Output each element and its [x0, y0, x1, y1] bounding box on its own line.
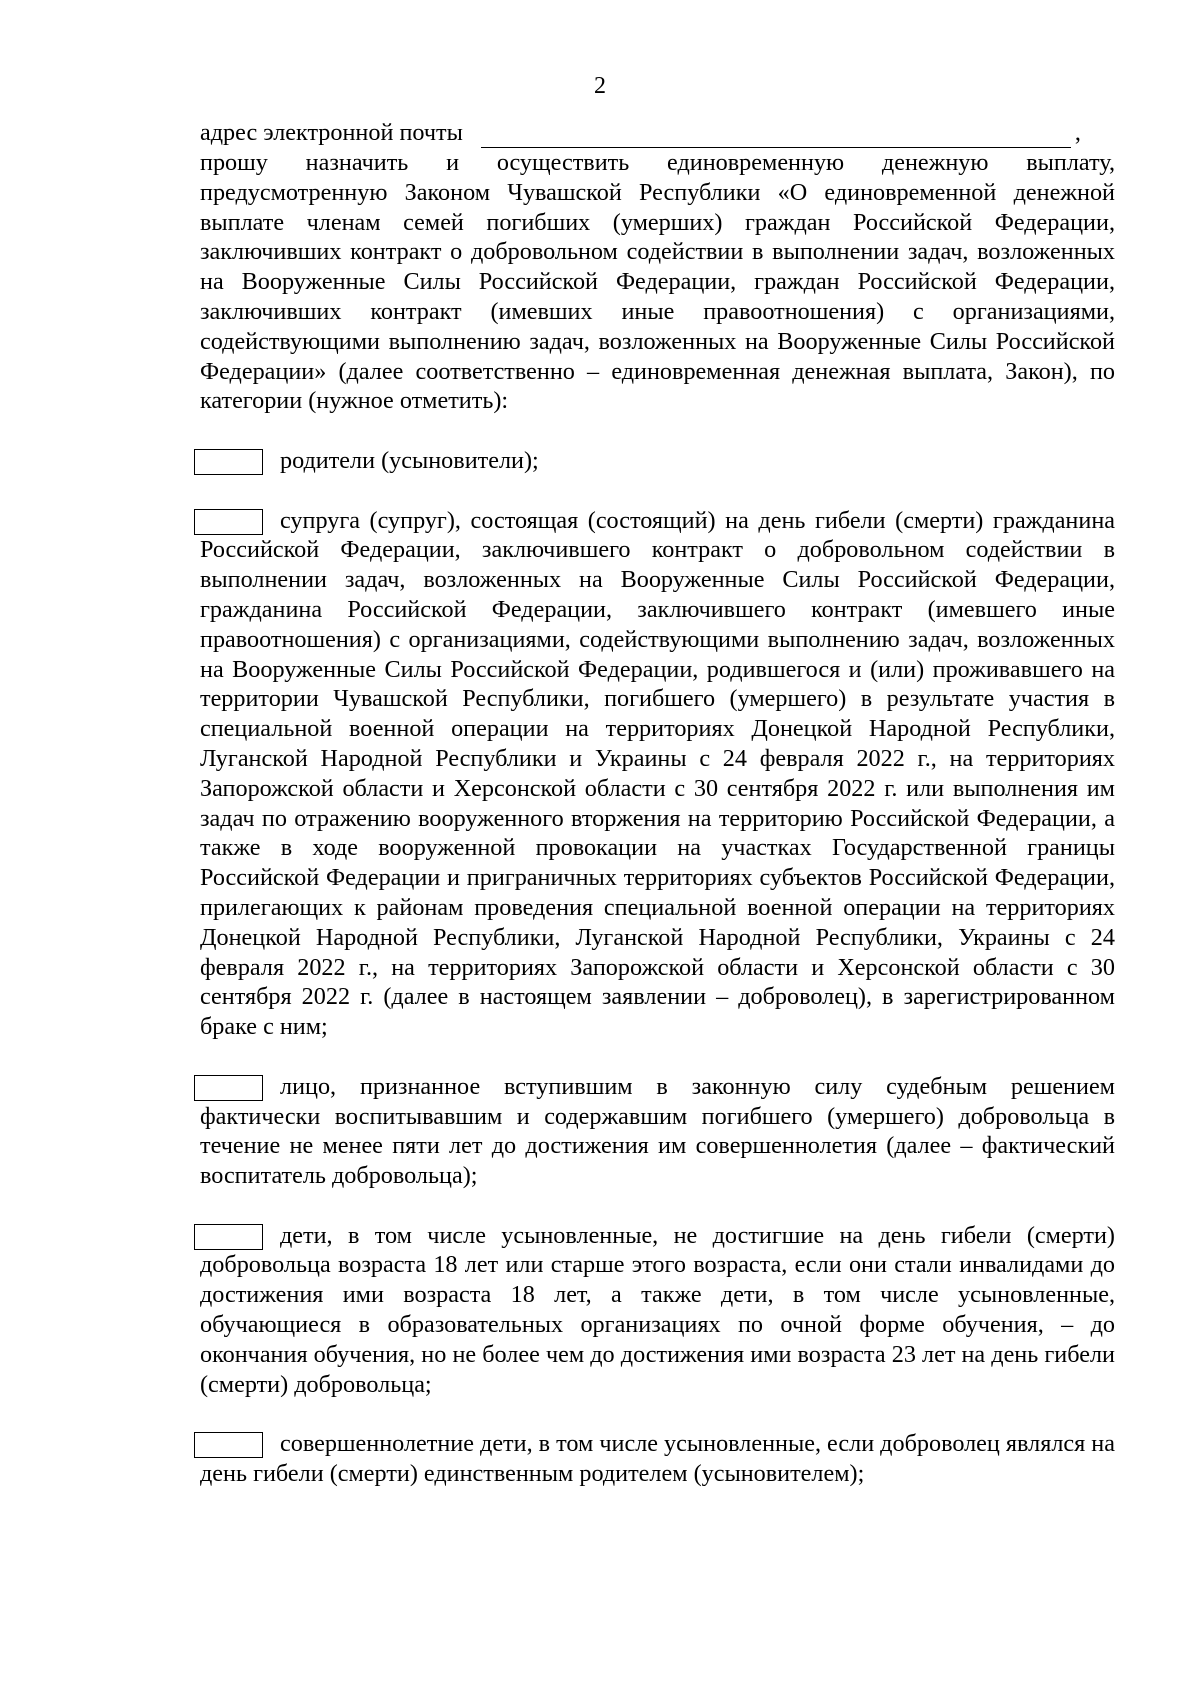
email-label: адрес электронной почты [200, 119, 463, 147]
category-label-guardian: лицо, признанное вступившим в законную силу судебным решением фактически воспитывавшим и содержавшим погибшего (умершего) добровольца в течение не менее пяти лет до достижения им совершеннолетия (далее – фактический воспитатель добровольца); [200, 1072, 1115, 1190]
category-spouse [200, 506, 1115, 1042]
category-checkbox-adult-children[interactable] [194, 1432, 263, 1458]
category-children [200, 1221, 1115, 1400]
page-number: 2 [594, 73, 606, 99]
category-label-children: дети, в том числе усыновленные, не достигшие на день гибели (смерти) добровольца возраста 18 лет или старше этого возраста, если они стали инвалидами до достижения ими возраста 18 лет, а также дети, в том числе усыновленные, обучающиеся в образовательных организациях по очной форме обучения, – до окончания обучения, но не более чем до достижения ими возраста 23 лет на день гибели (смерти) добровольца; [200, 1221, 1115, 1398]
category-checkbox-parents[interactable] [194, 449, 263, 475]
email-field[interactable] [481, 125, 1071, 148]
category-guardian [200, 1072, 1115, 1191]
category-parents [200, 446, 1115, 476]
category-label-adult-children: совершеннолетние дети, в том числе усыновленные, если доброволец являлся на день гибели (смерти) единственным родителем (усыновителем); [200, 1430, 1115, 1488]
category-label-parents: родители (усыновители); [280, 446, 539, 474]
category-adult-children [200, 1429, 1115, 1489]
email-row [200, 118, 1115, 148]
category-checkbox-guardian[interactable] [194, 1075, 263, 1101]
category-label-spouse: супруга (супруг), состоящая (состоящий) на день гибели (смерти) гражданина Российской Федерации, заключившего контракт о добровольном содействии в выполнении задач, возложенных на Вооруженные Силы Российской Федерации, гражданина Российской Федерации, заключившего контракт (имевшего иные правоотношения) с организациями, содействующими выполнению задач, возложенных на Вооруженные Силы Российской Федерации, родившегося и (или) проживавшего на территории Чувашской Республики, погибшего (умершего) в результате участия в специальной военной операции на территориях Донецкой Народной Республики, Луганской Народной Республики и Украины с 24 февраля 2022 г., на территориях Запорожской области и Херсонской области с 30 сентября 2022 г. или выполнения им задач по отражению вооруженного вторжения на территорию Российской Федерации, а также в ходе вооруженной провокации на участках Государственной границы Российской Федерации и приграничных территориях субъектов Российской Федерации, прилегающих к районам проведения специальной военной операции на территориях Донецкой Народной Республики, Луганской Народной Республики, Украины с 24 февраля 2022 г., на территориях Запорожской области и Херсонской области с 30 сентября 2022 г. (далее в настоящем заявлении – доброволец), в зарегистрированном браке с ним; [200, 506, 1115, 1041]
category-checkbox-spouse[interactable] [194, 509, 263, 535]
category-checkbox-children[interactable] [194, 1224, 263, 1250]
document-body [200, 118, 1115, 1489]
request-paragraph: прошу назначить и осуществить единовременную денежную выплату, предусмотренную Законом Чувашской Республики «О единовременной денежной выплате членам семей погибших (умерших) граждан Российской Федерации, заключивших контракт о добровольном содействии в выполнении задач, возложенных на Вооруженные Силы Российской Федерации, граждан Российской Федерации, заключивших контракт (имевших иные правоотношения) с организациями, содействующими выполнению задач, возложенных на Вооруженные Силы Российской Федерации» (далее соответственно – единовременная денежная выплата, Закон), по категории (нужное отметить): [200, 149, 1115, 415]
email-trailing-comma: , [1074, 119, 1081, 147]
